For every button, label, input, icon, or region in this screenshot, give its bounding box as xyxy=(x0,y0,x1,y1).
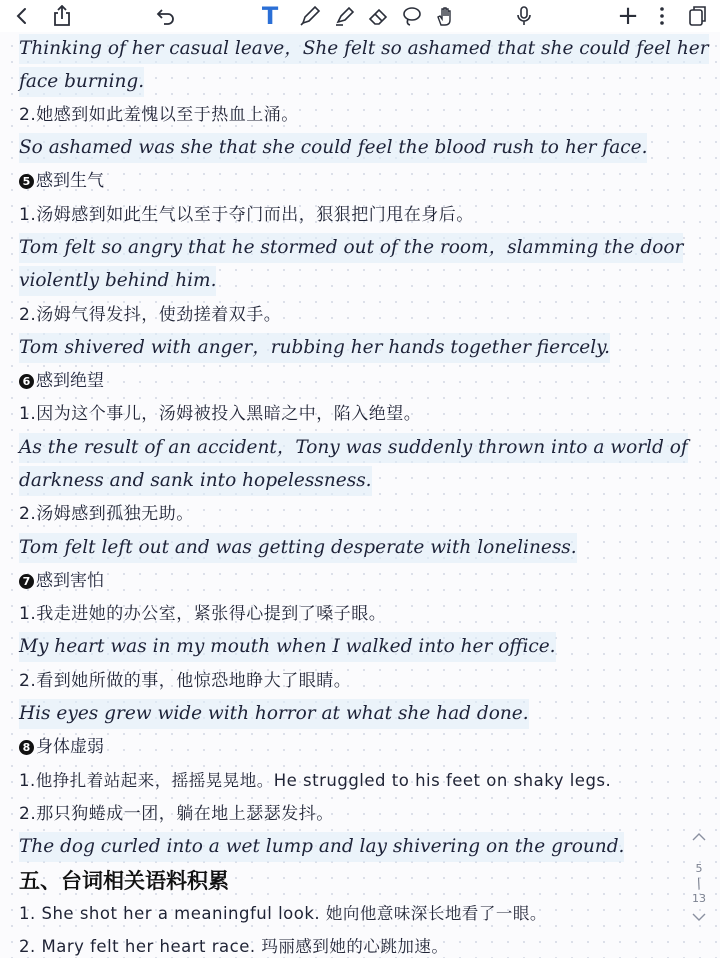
note-line: darkness and sank into hopelessness. xyxy=(19,466,372,496)
note-line: The dog curled into a wet lump and lay shivering on the ground. xyxy=(19,832,624,862)
note-line: Tom felt left out and was getting desperate with loneliness. xyxy=(19,533,577,563)
note-line: 1.汤姆感到如此生气以至于夺门而出，狠狠把门甩在身后。 xyxy=(19,205,474,225)
note-line: 2.那只狗蜷成一团，躺在地上瑟瑟发抖。 xyxy=(19,804,334,824)
chevron-up-icon[interactable] xyxy=(686,832,712,852)
text-tool-icon[interactable]: T xyxy=(261,2,279,30)
note-line: His eyes grew wide with horror at what she had done. xyxy=(19,699,529,729)
chevron-down-icon[interactable] xyxy=(686,912,712,932)
note-line: 2. Mary felt her heart race. 玛丽感到她的心跳加速。 xyxy=(19,937,449,956)
subheading-weak xyxy=(19,732,104,762)
highlighter-icon[interactable] xyxy=(330,2,358,30)
pen-icon[interactable] xyxy=(296,2,324,30)
subheading-label: 感到生气 xyxy=(36,171,104,191)
note-line: 2.汤姆感到孤独无助。 xyxy=(19,504,194,524)
note-line: 1.因为这个事儿，汤姆被投入黑暗之中，陷入绝望。 xyxy=(19,404,422,424)
microphone-icon[interactable] xyxy=(510,2,538,30)
note-line: My heart was in my mouth when I walked into her office. xyxy=(19,632,556,662)
hand-icon[interactable] xyxy=(432,2,460,30)
note-line: Tom shivered with anger，rubbing her hands together fiercely. xyxy=(19,333,610,363)
section-heading: 五、台词相关语料积累 xyxy=(19,869,229,893)
back-icon[interactable] xyxy=(8,2,36,30)
note-line: Thinking of her casual leave，She felt so ashamed that she could feel her xyxy=(19,34,709,64)
note-line: Tom felt so angry that he stormed out of the room，slamming the door xyxy=(19,233,683,263)
subheading-label: 感到绝望 xyxy=(36,371,104,391)
toolbar xyxy=(0,0,720,32)
pages-icon[interactable] xyxy=(684,2,712,30)
note-line: 1.我走进她的办公室，紧张得心提到了嗓子眼。 xyxy=(19,604,387,624)
note-page[interactable] xyxy=(0,32,720,958)
total-pages: 13 xyxy=(692,892,706,905)
note-line: 2.看到她所做的事，他惊恐地睁大了眼睛。 xyxy=(19,671,352,691)
note-line: So ashamed was she that she could feel the blood rush to her face. xyxy=(19,133,647,163)
note-line: 1.他挣扎着站起来，摇摇晃晃地。He struggled to his feet on shaky legs. xyxy=(19,771,612,790)
number-badge: 5 xyxy=(19,174,34,189)
page-separator: / xyxy=(694,875,704,893)
current-page: 5 xyxy=(695,862,703,875)
share-icon[interactable] xyxy=(48,2,76,30)
number-badge: 6 xyxy=(19,374,34,389)
subheading-label: 身体虚弱 xyxy=(36,737,104,757)
subheading-angry xyxy=(19,166,104,196)
number-badge: 8 xyxy=(19,740,34,755)
page-navigator xyxy=(686,828,712,940)
note-line: As the result of an accident，Tony was suddenly thrown into a world of xyxy=(19,433,688,463)
subheading-fear xyxy=(19,566,104,596)
number-badge: 7 xyxy=(19,574,34,589)
add-icon[interactable]: + xyxy=(617,1,639,31)
eraser-icon[interactable] xyxy=(364,2,392,30)
subheading-label: 感到害怕 xyxy=(36,571,104,591)
undo-icon[interactable] xyxy=(152,2,180,30)
note-line: 1. She shot her a meaningful look. 她向他意味深长地看了一眼。 xyxy=(19,904,547,923)
subheading-despair xyxy=(19,366,104,396)
more-icon[interactable] xyxy=(648,2,676,30)
note-line: 2.她感到如此羞愧以至于热血上涌。 xyxy=(19,105,299,125)
note-line: face burning. xyxy=(19,67,144,97)
note-line: violently behind him. xyxy=(19,266,216,296)
note-line: 2.汤姆气得发抖，使劲搓着双手。 xyxy=(19,305,282,325)
lasso-icon[interactable] xyxy=(398,2,426,30)
